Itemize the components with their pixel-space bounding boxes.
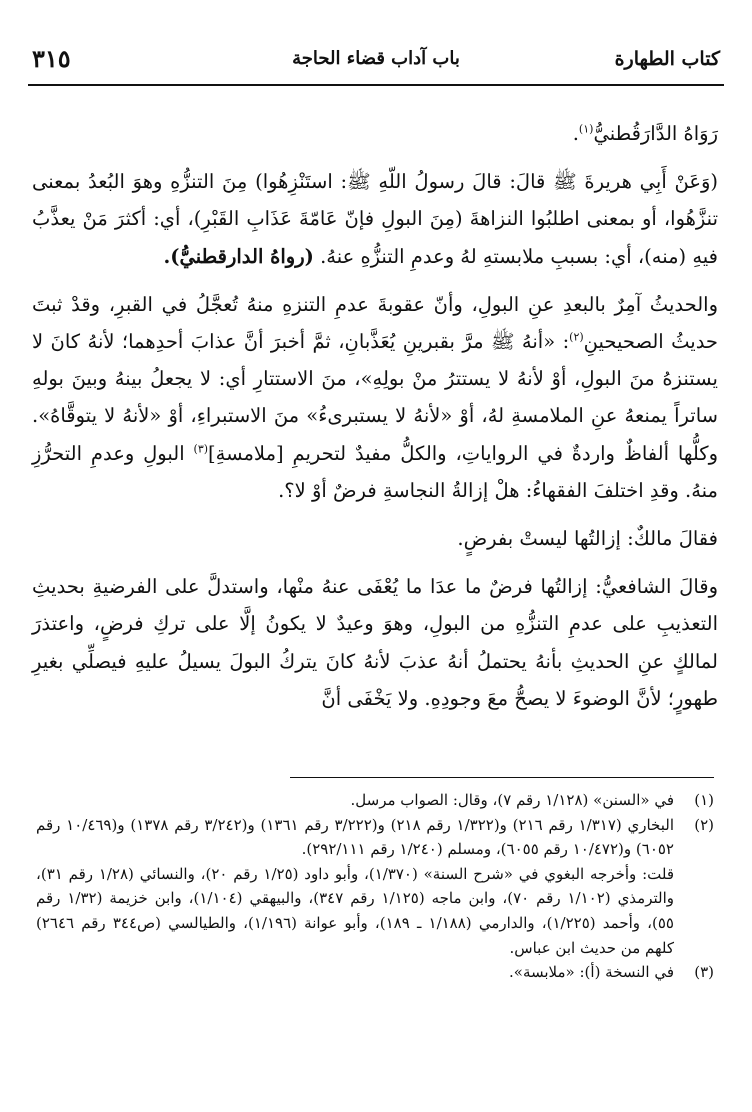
footnote-text: البخاري (١/٣١٧ رقم ٢١٦) و(١/٣٢٢ رقم ٢١٨) و(٣/٢٢٢ رقم ١٣٦١) و(٣/٢٤٢ رقم ١٣٧٨) و(١٠/٤٦٩ رقم ٦٠٥٢) و(١٠/٤٧٢ رقم ٦٠٥٥)، ومسلم (١/٢٤٠ رقم ٢٩٢/١١١).: [36, 815, 674, 859]
paragraph-4: فقالَ مالكٌ: إزالتُها ليستْ بفرضٍ.: [457, 527, 718, 551]
footnote-2-continuation: [36, 862, 714, 960]
p1-text: رَوَاهُ الدَّارَقُطنيُّ: [593, 122, 718, 145]
p3-text-a: والحديثُ آمِرٌ بالبعدِ عنِ البولِ، وأنّ عقوبةَ عدمِ التنزهِ منهُ تُعجَّلُ في القبرِ، وقدْ ثبتَ حديثُ الصحيحينِ: [32, 292, 718, 354]
chapter-title: باب آداب قضاء الحاجة: [292, 48, 460, 69]
paragraph-3: [32, 286, 718, 509]
p3-text-b: : «أنهُ ﷺ مرَّ بقبرينِ يُعَذَّبانِ، ثمَّ أخبرَ أنَّ عذابَ أحدِهما؛ لأنهُ كانَ لا يستنزهُ منَ البولِ، أوْ لأنهُ لا يستترُ منْ بولِهِ»، منَ الاستتارِ أي: لا يجعلُ بينهُ وبينَ بولهِ ساتراً يمنعهُ عنِ الملامسةِ لهُ، أوْ «لأنهُ لا يستبرىءُ» منَ الاستبراءِ، أوْ «لأنهُ لا يتوقَّاهُ». وكلُّها ألفاظٌ واردةٌ في الرواياتِ، والكلُّ مفيدٌ لتحريمِ [ملامسةِ]: [32, 330, 719, 465]
p3-text-c: البولِ وعدمِ التحرُّزِ منهُ. وقدِ اختلفَ الفقهاءُ: هلْ إزالةُ النجاسةِ فرضٌ أوْ لا؟.: [32, 441, 718, 502]
p2-source: (رواهُ الدارقطنيُّ).: [163, 244, 314, 268]
footnote-ref-2[interactable]: (٢): [569, 330, 584, 344]
paragraph-2: [32, 163, 718, 275]
book-title: كتاب الطهارة: [614, 48, 720, 70]
footnote-text: قلت: وأخرجه البغوي في «شرح السنة» (١/٣٧٠)، وأبو داود (١/٢٥ رقم ٢٠)، والنسائي (١/٢٨ رقم ٣١)، والترمذي (١/١٠٢ رقم ٧٠)، وابن ماجه (١/١٢٥ رقم ٣٤٧)، والبيهقي (١/١٠٤)، وابن خزيمة (١/٣٢ رقم ٥٥)، وأحمد (١/٢٢٥)، والدارمي (١/١٨٨ ـ ١٨٩)، وأبو عوانة (١/١٩٦)، والطيالسي (ص٣٤٤ رقم ٢٦٤٦) كلهم من حديث ابن عباس.: [36, 864, 674, 957]
main-text: [32, 115, 718, 717]
footnote-2: [36, 813, 714, 862]
footnote-text: في النسخة (أ): «ملابسة».: [509, 963, 674, 982]
footnote-separator: [290, 777, 714, 778]
paragraph-1: [32, 115, 718, 152]
page-number: ٣١٥: [32, 44, 71, 73]
footnote-ref-3[interactable]: (٣): [193, 442, 209, 456]
p2-text: (وَعَنْ أَبِي هريرةَ ﷺ قالَ: قالَ رسولُ اللّهِ ﷺ: استَنْزِهُوا) مِنَ التنزُّهِ وهوَ البُعدُ بمعنى تنزَّهُوا، أو بمعنى اطلبُوا النزاهةَ (مِنَ البولِ فإنّ عَامّةَ عَذَابِ القَبْرِ)، أي: أكثرَ مَنْ يعذَّبُ فيهِ (منه)، أي: بسببِ ملابستهِ لهُ وعدمِ التنزُّهِ عنهُ.: [32, 170, 718, 268]
footnote-text: في «السنن» (١/١٢٨ رقم ٧)، وقال: الصواب مرسل.: [350, 791, 674, 809]
footnote-number: (٣): [694, 963, 714, 982]
footnote-number: (١): [694, 791, 714, 809]
footnote-1: [36, 788, 714, 813]
footnote-ref-1[interactable]: (١): [578, 122, 594, 136]
footnote-3: [36, 960, 714, 985]
page-header: [28, 44, 724, 84]
paragraph-5: وقالَ الشافعيُّ: إزالتُها فرضٌ ما عدَا ما يُعْفَى عنهُ منْها، واستدلَّ على الفرضيةِ بحديثِ التعذيبِ على عدمِ التنزُّهِ من البولِ، وهوَ وعيدٌ لا يكونُ إلَّا على تركِ فرضٍ، واعتذرَ لمالكٍ عنِ الحديثِ بأنهُ يحتملُ أنهُ عذبَ لأنهُ كانَ يتركُ البولَ يسيلُ عليهِ فيصلِّي بغيرِ طهورٍ؛ لأنَّ الوضوءَ لا يصحُّ معَ وجودِهِ. ولا يَخْفَى أنَّ: [32, 575, 718, 710]
footnote-number: (٢): [694, 815, 714, 834]
p1-end: .: [572, 122, 579, 145]
footnotes: [36, 788, 714, 985]
header-rule: [28, 84, 724, 86]
